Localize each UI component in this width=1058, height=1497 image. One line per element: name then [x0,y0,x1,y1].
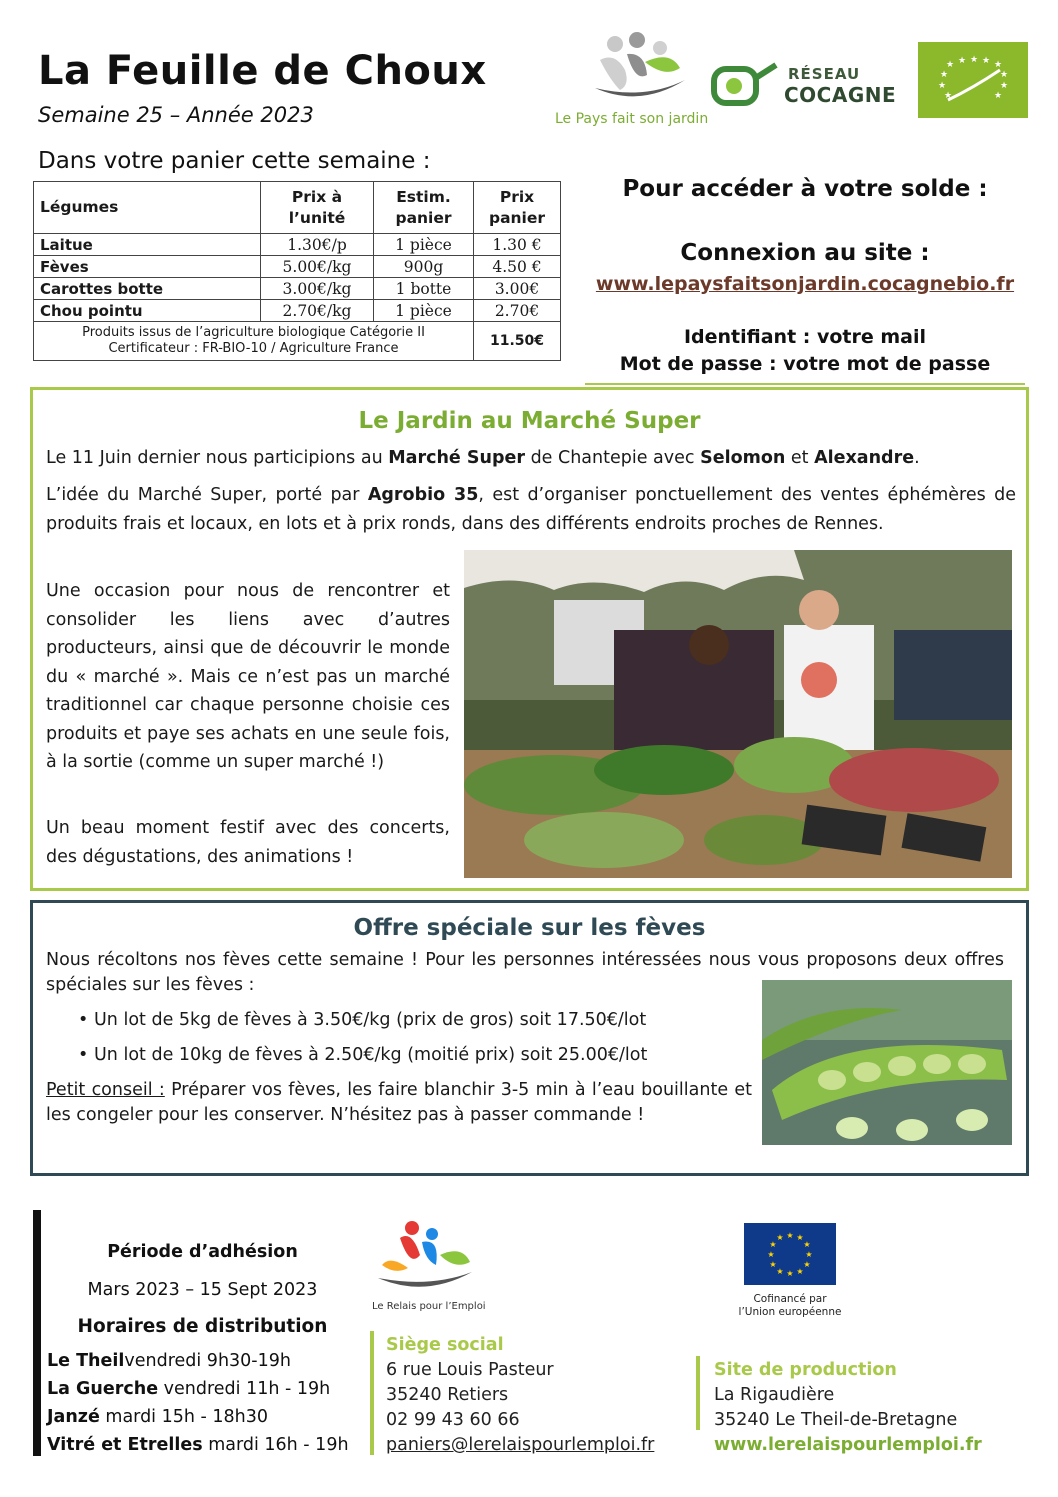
bullet-icon: • [78,1010,89,1030]
svg-text:★: ★ [994,91,1003,101]
svg-text:★: ★ [944,91,953,101]
eu-organic-logo [918,42,1028,118]
reseau-cocagne-logo [710,55,910,115]
offer-text: Un lot de 10kg de fèves à 2.50€/kg (moitié prix) soit 25.00€/lot [94,1045,648,1065]
login-password: Mot de passe : votre mot de passe [619,353,991,375]
production-title: Site de production [714,1360,897,1380]
column-header-unit-price: Prix à l’unité [261,182,374,234]
jardin-paragraph-2 [46,481,1016,538]
basket-price: 4.50 € [474,256,561,278]
siege-street: 6 rue Louis Pasteur [386,1360,554,1380]
certification-note-line2: Certificateur : FR-BIO-10 / Agriculture France [108,341,399,356]
feves-offer-title: Offre spéciale sur les fèves [353,915,706,941]
schedule-time: mardi 16h - 19h [202,1435,349,1455]
adhesion-title: Période d’adhésion [107,1242,298,1262]
text: de Chantepie avec [525,448,701,468]
svg-text:★: ★ [769,1260,777,1269]
login-heading: Connexion au site : [680,240,930,266]
text: . [914,448,920,468]
svg-text:★: ★ [805,1250,813,1259]
eu-caption-line2: l’Union européenne [738,1306,842,1318]
tip-text: Préparer vos fèves, les faire blanchir 3-5 min à l’eau bouillante et les congeler pour les conserver. N’hésitez pas à passer commande ! [46,1080,752,1125]
relais-logo-caption: Le Relais pour l’Emploi [372,1301,486,1312]
text: L’idée du Marché Super, porté par [46,485,368,505]
siege-email-link[interactable]: paniers@lerelaispourlemploi.fr [386,1435,655,1455]
svg-text:★: ★ [776,1267,784,1276]
text: Le 11 Juin dernier nous participions au [46,448,389,468]
table-row [34,300,561,322]
relais-pour-emploi-logo [370,1220,480,1295]
svg-text:★: ★ [796,1267,804,1276]
column-header-estimate: Estim. panier [374,182,474,234]
schedule-place: Janzé [47,1407,100,1427]
basket-price: 3.00€ [474,278,561,300]
vegetable-name: Chou pointu [34,300,261,322]
cocagne-logo-line1: RÉSEAU [788,65,861,83]
eu-caption-line1: Cofinancé par [753,1293,827,1305]
feves-intro: Nous récoltons nos fèves cette semaine ! Pour les personnes intéressées nous vous proposons deux offres spéciales sur les fèves : [46,950,1004,995]
unit-price: 3.00€/kg [261,278,374,300]
basket-estimate: 1 botte [374,278,474,300]
svg-text:★: ★ [769,1240,777,1249]
basket-table [33,181,561,361]
svg-text:★: ★ [1000,70,1009,80]
horaires-title: Horaires de distribution [77,1316,328,1337]
schedule-time: mardi 15h - 18h30 [99,1407,269,1427]
jardin-paragraph-1 [46,444,1016,473]
schedule-place: Vitré et Etrelles [47,1435,203,1455]
column-header-legumes: Légumes [34,182,261,234]
svg-text:★: ★ [1000,81,1009,91]
siege-block [386,1333,654,1458]
jardin-paragraph-4: Un beau moment festif avec des concerts, des dégustations, des animations ! [46,818,450,867]
feves-tip [46,1078,752,1128]
selomon-text: Selomon [700,448,786,468]
svg-text:★: ★ [786,1269,794,1278]
pays-fait-son-jardin-caption: Le Pays fait son jardin [555,111,709,127]
svg-text:★: ★ [946,60,955,70]
alexandre-text: Alexandre [814,448,915,468]
vegetable-name: Carottes botte [34,278,261,300]
svg-text:★: ★ [958,56,967,66]
siege-accent-bar [370,1331,374,1455]
divider [585,383,1025,385]
vegetable-name: Laitue [34,234,261,256]
schedule-row [47,1379,330,1399]
production-city: 35240 Le Theil-de-Bretagne [714,1410,958,1430]
table-row [34,256,561,278]
column-header-price: Prix panier [474,182,561,234]
svg-text:★: ★ [803,1240,811,1249]
unit-price: 5.00€/kg [261,256,374,278]
tip-label: Petit conseil : [46,1080,165,1100]
production-accent-bar [696,1356,700,1430]
svg-text:★: ★ [803,1260,811,1269]
list-item [78,1010,646,1030]
adhesion-dates: Mars 2023 – 15 Sept 2023 [87,1280,318,1300]
basket-total: 11.50€ [474,322,561,361]
svg-text:★: ★ [982,56,991,66]
newsletter-subtitle: Semaine 25 – Année 2023 [38,103,314,127]
schedule-place: Le Theil [47,1351,125,1371]
svg-text:★: ★ [796,1233,804,1242]
schedule-row [47,1407,268,1427]
eu-flag-icon [744,1223,836,1285]
market-stall-photo [464,550,1012,878]
basket-heading: Dans votre panier cette semaine : [38,148,431,174]
login-site-link[interactable]: www.lepaysfaitsonjardin.cocagnebio.fr [595,273,1015,295]
list-item [78,1045,647,1065]
basket-estimate: 1 pièce [374,234,474,256]
balance-heading: Pour accéder à votre solde : [622,176,988,202]
unit-price: 1.30€/p [261,234,374,256]
basket-estimate: 1 pièce [374,300,474,322]
login-identifier: Identifiant : votre mail [683,326,927,348]
schedule-time: vendredi 9h30-19h [124,1351,291,1371]
siege-phone: 02 99 43 60 66 [386,1410,520,1430]
schedule-time: vendredi 11h - 19h [158,1379,331,1399]
svg-text:★: ★ [994,60,1003,70]
production-place: La Rigaudière [714,1385,835,1405]
production-block [714,1358,982,1458]
siege-city: 35240 Retiers [386,1385,509,1405]
offer-text: Un lot de 5kg de fèves à 3.50€/kg (prix de gros) soit 17.50€/lot [94,1010,647,1030]
svg-text:★: ★ [786,1231,794,1240]
text: et [785,448,815,468]
watering-can-icon [710,57,782,109]
schedule-row [47,1435,349,1455]
siege-title: Siège social [386,1335,504,1355]
basket-price: 2.70€ [474,300,561,322]
agrobio-text: Agrobio 35 [367,485,479,505]
table-footer-row [34,322,561,361]
basket-estimate: 900g [374,256,474,278]
table-row [34,278,561,300]
certification-note [34,322,474,361]
svg-text:★: ★ [940,70,949,80]
jardin-article-title: Le Jardin au Marché Super [358,408,701,434]
bullet-icon: • [78,1045,89,1065]
pays-fait-son-jardin-logo [585,30,695,105]
fava-beans-photo [762,980,1012,1145]
svg-text:★: ★ [767,1250,775,1259]
svg-text:★: ★ [970,55,979,65]
table-row [34,234,561,256]
cocagne-logo-line2: COCAGNE [784,83,897,107]
eu-cofunding-caption [725,1293,855,1319]
unit-price: 2.70€/kg [261,300,374,322]
schedule-row [47,1351,291,1371]
svg-text:★: ★ [938,81,947,91]
vegetable-name: Fèves [34,256,261,278]
text: , est d’organiser ponctuellement des ventes éphémères de produits frais et locaux, en lots et à prix ronds, dans des différents endroits proches de Rennes. [46,485,1016,534]
newsletter-title: La Feuille de Choux [38,48,487,94]
certification-note-line1: Produits issus de l’agriculture biologique Catégorie II [82,325,425,340]
marche-super-text: Marché Super [388,448,525,468]
svg-text:★: ★ [776,1233,784,1242]
jardin-paragraph-3: Une occasion pour nous de rencontrer et consolider les liens avec d’autres producteurs, ainsi que de découvrir le monde du « marché ». Mais ce n’est pas un marché traditionnel car chaque personne choisie ces produits et paye ses achats en une seule fois, à la sortie (comme un super marché !) [46,581,450,772]
basket-price: 1.30 € [474,234,561,256]
production-website-link[interactable]: www.lerelaispourlemploi.fr [714,1435,982,1455]
schedule-place: La Guerche [47,1379,159,1399]
